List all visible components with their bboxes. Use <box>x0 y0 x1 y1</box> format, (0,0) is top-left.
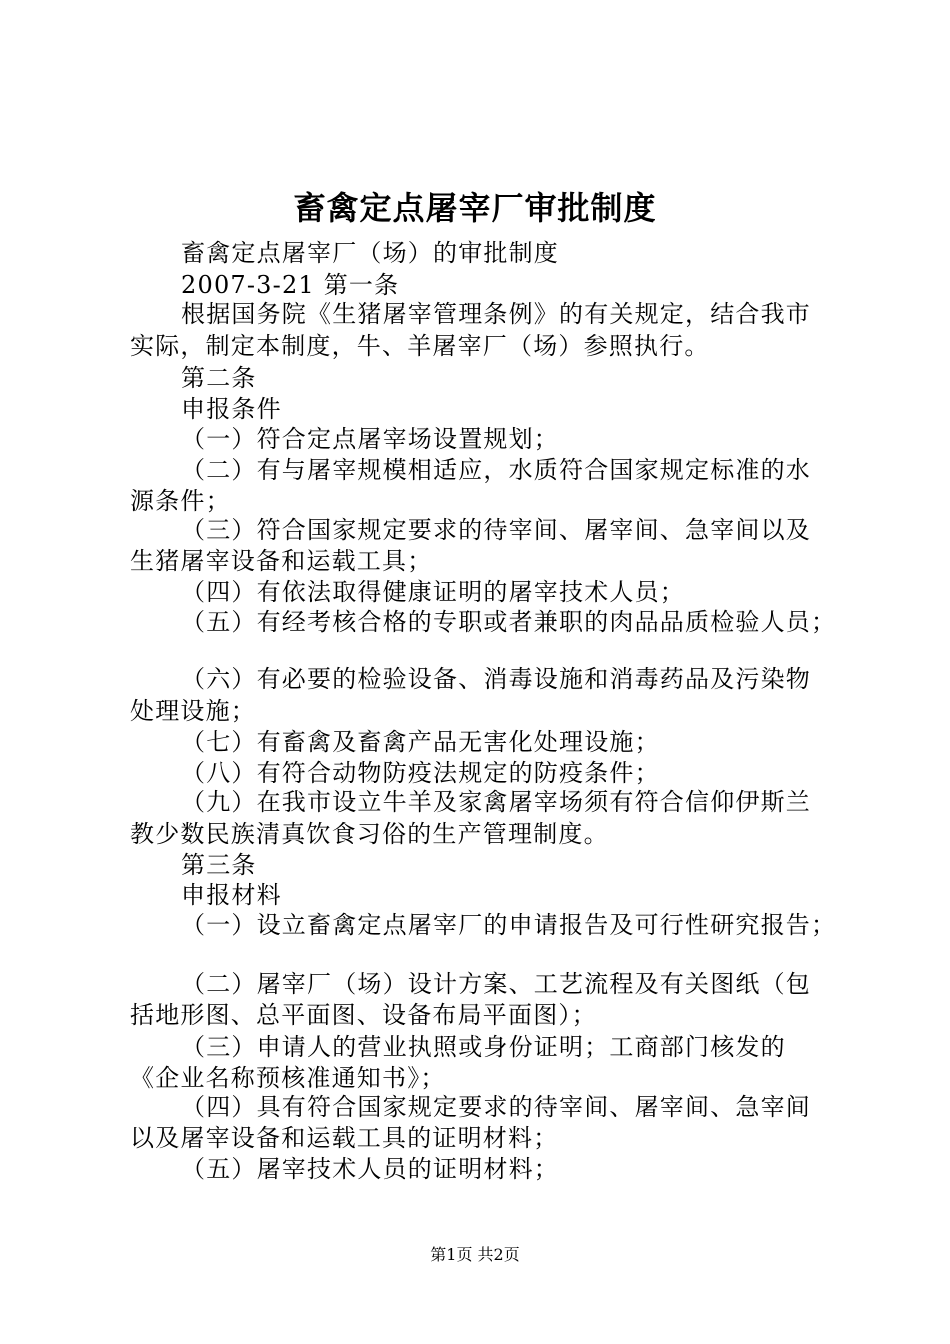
list-item-continuation: 括地形图、总平面图、设备布局平面图）； <box>130 1001 597 1029</box>
list-item: （四）有依法取得健康证明的屠宰技术人员； <box>181 578 685 606</box>
page-number-footer: 第1页 共2页 <box>430 1245 520 1264</box>
paragraph-line: 实际，制定本制度，牛、羊屠宰厂（场）参照执行。 <box>130 332 710 360</box>
list-item: （一）符合定点屠宰场设置规划； <box>181 425 559 453</box>
list-item: （四）具有符合国家规定要求的待宰间、屠宰间、急宰间 <box>181 1093 811 1121</box>
list-item-continuation: 《企业名称预核准通知书》； <box>130 1064 446 1092</box>
article-heading: 第三条 <box>181 851 257 879</box>
document-title: 畜禽定点屠宰厂审批制度 <box>293 189 657 227</box>
section-heading: 申报条件 <box>181 395 282 423</box>
list-item: （九）在我市设立牛羊及家禽屠宰场须有符合信仰伊斯兰 <box>181 788 811 816</box>
list-item: （二）屠宰厂（场）设计方案、工艺流程及有关图纸（包 <box>181 970 811 998</box>
list-item: （五）屠宰技术人员的证明材料； <box>181 1155 559 1183</box>
article-heading: 第二条 <box>181 364 257 392</box>
list-item-continuation: 源条件； <box>130 487 231 515</box>
subtitle-line: 畜禽定点屠宰厂（场）的审批制度 <box>181 239 559 267</box>
list-item: （六）有必要的检验设备、消毒设施和消毒药品及污染物 <box>181 665 811 693</box>
list-item-continuation: 生猪屠宰设备和运载工具； <box>130 547 433 575</box>
date-article-line: 2007-3-21 第一条 <box>181 271 400 299</box>
list-item: （八）有符合动物防疫法规定的防疫条件； <box>181 759 660 787</box>
list-item: （七）有畜禽及畜禽产品无害化处理设施； <box>181 728 660 756</box>
section-heading: 申报材料 <box>181 881 282 909</box>
list-item: （一）设立畜禽定点屠宰厂的申请报告及可行性研究报告； <box>181 911 837 939</box>
list-item: （三）申请人的营业执照或身份证明；工商部门核发的 <box>181 1033 786 1061</box>
list-item: （二）有与屠宰规模相适应，水质符合国家规定标准的水 <box>181 456 811 484</box>
list-item: （五）有经考核合格的专职或者兼职的肉品品质检验人员； <box>181 608 837 636</box>
list-item-continuation: 处理设施； <box>130 697 256 725</box>
paragraph-line: 根据国务院《生猪屠宰管理条例》的有关规定，结合我市 <box>181 300 811 328</box>
list-item-continuation: 教少数民族清真饮食习俗的生产管理制度。 <box>130 820 609 848</box>
list-item: （三）符合国家规定要求的待宰间、屠宰间、急宰间以及 <box>181 516 811 544</box>
list-item-continuation: 以及屠宰设备和运载工具的证明材料； <box>130 1124 559 1152</box>
